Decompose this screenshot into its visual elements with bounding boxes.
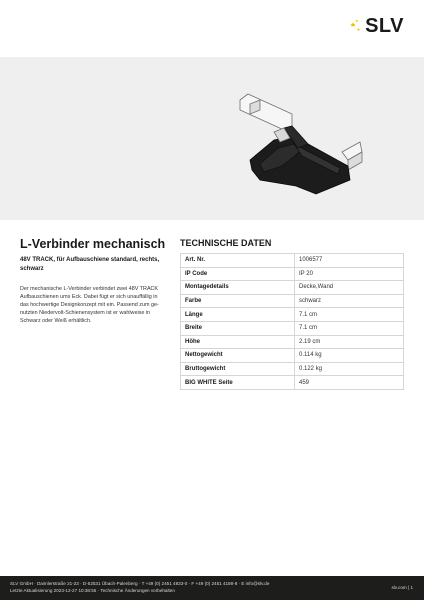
product-title: L-Verbinder mechanisch [20, 237, 166, 251]
spec-label: Bruttogewicht [181, 362, 295, 376]
table-row [181, 335, 404, 349]
footer-update-info: Letzte Aktualisierung 2023-12-27 10:38:55 · Technische Änderungen vorbehalten [10, 588, 175, 593]
table-row [181, 254, 404, 268]
spec-label: Farbe [181, 294, 295, 308]
spec-label: BIG WHITE Seite [181, 376, 295, 390]
spec-label: IP Code [181, 267, 295, 281]
table-row [181, 294, 404, 308]
product-image [240, 94, 362, 194]
product-description: Der mechanische L-Verbinder verbindet zwei 48V TRACK Aufbauschienen ums Eck. Dabei fügt er sich unauffällig in das hochwertige Designkonzept mit ein. Passend zum ge-nutzten Niedervolt-Schienensystem ist er wahlweise in Schwarz oder Weiß erhältlich. [20, 286, 159, 325]
table-row [181, 349, 404, 363]
product-subtitle: 48V TRACK, für Aufbauschiene standard, rechts, schwarz [20, 257, 160, 272]
spec-value: 459 [295, 376, 404, 390]
spec-value: 7.1 cm [295, 321, 404, 335]
spec-label: Breite [181, 321, 295, 335]
spec-value: 2.19 cm [295, 335, 404, 349]
product-hero [0, 57, 424, 220]
footer-page-number: slv.com | 1 [391, 585, 413, 590]
specs-title: TECHNISCHE DATEN [180, 238, 272, 248]
footer-company-info: SLV GmbH · Daimlerstraße 21-23 · D-52531 Übach-Palenberg · T +49 (0) 2451 4833-0 · F +49 (0) 2451 4188-8 · E info@slv.de [10, 581, 270, 586]
spec-value: 0.122 kg [295, 362, 404, 376]
spec-value: 1006577 [295, 254, 404, 268]
page-footer [0, 576, 424, 600]
spec-label: Nettogewicht [181, 349, 295, 363]
table-row [181, 376, 404, 390]
slv-logo-icon [348, 19, 362, 34]
table-row [181, 308, 404, 322]
spec-value: Decke,Wand [295, 281, 404, 295]
spec-label: Montagedetails [181, 281, 295, 295]
brand-name: SLV [365, 15, 404, 37]
spec-value: IP 20 [295, 267, 404, 281]
table-row [181, 281, 404, 295]
spec-value: 7.1 cm [295, 308, 404, 322]
spec-label: Länge [181, 308, 295, 322]
spec-value: 0.114 kg [295, 349, 404, 363]
slv-logo [348, 16, 404, 36]
l-connector-product-image [230, 82, 370, 210]
spec-label: Art. Nr. [181, 254, 295, 268]
spec-label: Höhe [181, 335, 295, 349]
table-row [181, 362, 404, 376]
specs-table [180, 253, 404, 390]
table-row [181, 321, 404, 335]
spec-value: schwarz [295, 294, 404, 308]
table-row [181, 267, 404, 281]
